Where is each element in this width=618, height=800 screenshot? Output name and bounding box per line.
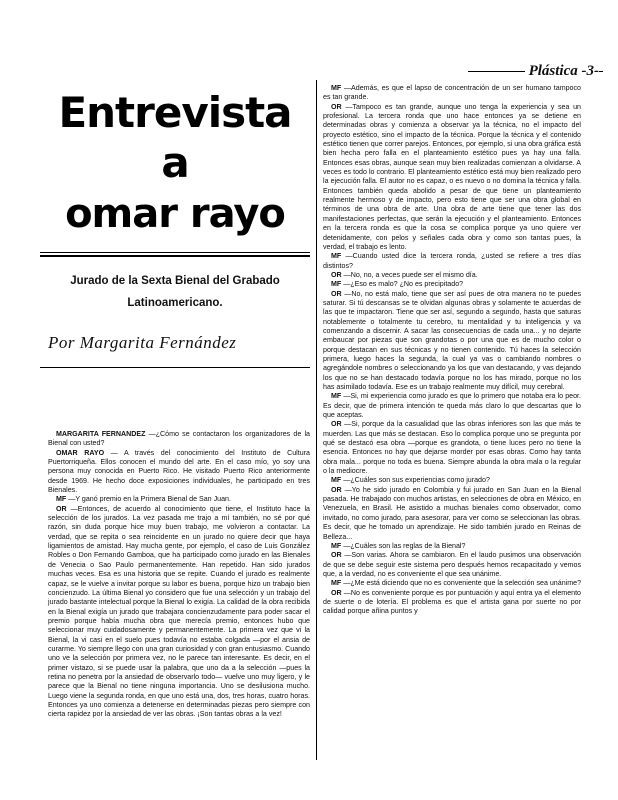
- speaker-label: OR: [331, 102, 342, 111]
- speaker-label: OR: [331, 270, 342, 279]
- interview-paragraph: [323, 271, 581, 280]
- speaker-label: OMAR RAYO: [56, 448, 105, 457]
- paragraph-text: —No, no, a veces puede ser el mismo día.: [341, 270, 478, 279]
- interview-paragraph: [323, 290, 581, 393]
- paragraph-text: —¿Cuáles son sus experiencias como jurado?: [341, 476, 490, 485]
- interview-paragraph: [323, 103, 581, 253]
- title-line-3: omar rayo: [65, 191, 285, 237]
- paragraph-text: —Yo he sido jurado en Colombia y fui jurado en San Juan en la Bienal pasada. He trabajado con muchos artistas, en selecciones de obra en México, en Venezuela, en Brasil. He asistido a muchas bienales como observador, como invitado, no como jurado, para asesorar, para ver como se seleccionan las obras. Es decir, que he tomado un aprendizaje. He sido también jurado en Reinas de Belleza...: [323, 485, 581, 541]
- paragraph-text: —No es conveniente porque es por puntuación y aquí entra ya el elemento de suerte o de lotería. El problema es que el artista gana por suerte no por calidad porque añina puntos y: [323, 588, 581, 616]
- speaker-label: OR: [331, 588, 342, 597]
- title-block: [40, 84, 310, 368]
- speaker-label: OR: [331, 551, 342, 560]
- speaker-label: OR: [56, 504, 67, 513]
- paragraph-text: —Tampoco es tan grande, aunque uno tenga la experiencia y sea un profesional. La tercera ronda que uno hace entonces ya se detiene en determinadas obras y comienza a observar ya la técnica, no el impacto del proyecto estético, sino el impacto de la técnica. Porque la técnica y el contenido estético tienen que correr parejos. Entonces, por ejemplo, si una obra gráfica está bien hecha pero falla en el planteamiento estético pues ya hay una falla. Entonces esas obras, aunque sean muy bien realizadas comienzan a olvidarse. A veces es todo lo contrario. El planteamiento estético está muy bien realizado pero la ejecución falla. El autor no es capaz, o es nuevo o no domina la técnica y falla. Entonces también queda abolido a pesar de que tiene un planteamiento realmente hermoso y de impacto, pero esto tiene que ser una obra global en términos de una obra de arte. Una obra de arte tiene que tener las dos manifestaciones perfectas, que serán la ejecución y el planteamiento. Entonces en la tercera ronda es que la cosa se complica porque ya uno quiere ver detenidamente, con pelos y señales cada obra y como son tantas pues, la verdad, el trabajo es lento.: [323, 102, 581, 251]
- interview-paragraph: [48, 449, 310, 496]
- left-column-body: [48, 430, 310, 720]
- column-divider: [316, 80, 317, 760]
- subtitle-line-2: Latinoamericano.: [127, 296, 223, 309]
- speaker-label: OR: [331, 420, 342, 429]
- paragraph-text: —¿Eso es malo? ¿No es precipitado?: [341, 280, 464, 289]
- interview-paragraph: [323, 476, 581, 485]
- subtitle-line-1: Jurado de la Sexta Bienal del Grabado: [70, 275, 280, 287]
- interview-paragraph: [48, 430, 310, 449]
- interview-paragraph: [323, 84, 581, 103]
- interview-paragraph: [323, 392, 581, 420]
- title-line-2: a: [161, 138, 189, 187]
- subtitle: [40, 271, 310, 315]
- interview-paragraph: [323, 589, 581, 617]
- title-divider-thin: [40, 252, 310, 253]
- interview-paragraph: [48, 495, 310, 504]
- speaker-label: MF: [331, 392, 342, 401]
- paragraph-text: —Entonces, de acuerdo al conocimiento que tiene, el Instituto hace la selección de los jurados. La vez pasada me trajo a mí también, no sé por qué razón, sin duda porque hice muy buen trabajo, me volvieron a contactar. La verdad, que se repita o sea reincidente en un jurado no quiere decir que haya ligamientos de amistad. Hay mucha gente, por ejemplo, el caso de Luis González Robles o Don Fernando Gamboa, que ha participado como jurado en las Bienales de Venecia o Sao Paulo permanentemente. Han repetido. Han sido jurados muchas veces. Esa es una historia que se repite. Cuando el jurado es realmente capaz, se le vuelve a invitar porque su labor es buena, porque hizo un trabajo bien concienzudo. La última Bienal yo considero que fue una selección y un trabajo del jurado bastante intelectual porque la Bienal lo exigía. La calidad de la obra recibida en la Bienal exigía un jurado que trabajara concienzudamente para poder sacar el premio porque había mucha obra que merecía premio, entonces hubo que seleccionar muy cuidadosamente y permanentemente. La primera vez que vi la Bienal, la vi casi en el suelo pues todavía no estaba colgada —por el ansia de curarme. Yo siempre llego con una gran curiosidad y con gran entusiasmo. Cuando uno ve la selección por primera vez, no le parece tan interesante. Es decir, en el primer vistazo, si se puede usar la palabra, que uno da a la selección —pues la retina no penetra por la ansiedad de observarlo todo— vuelve uno muy ligero, y le parece que la Bienal no tiene ninguna importancia. Uno se desilusiona mucho. Luego viene la segunda ronda, en que uno está una, dos, tres horas, cuatro horas. Entonces ya uno comienza a detenerse en determinadas piezas pero siempre con cierta rapidez por la ansiedad de ver las obras. ¡Son tantas obras a la vez!: [48, 504, 310, 719]
- interview-paragraph: [323, 420, 581, 476]
- interview-paragraph: [323, 579, 581, 588]
- speaker-label: OR: [331, 289, 342, 298]
- speaker-label: MF: [331, 84, 342, 92]
- interview-paragraph: [323, 486, 581, 542]
- speaker-label: MF: [56, 495, 67, 504]
- speaker-label: MARGARITA FERNANDEZ: [56, 430, 146, 438]
- paragraph-text: — A través del conocimiento del Instituto de Cultura Puertorriqueña. Ellos conocen el mundo del arte. En el caso mío, yo soy una persona muy conocida en Puerto Rico. He visitado Puerto Rico anteriormente desde 1969. He hecho doce exposiciones individuales, he participado en tres Bienales.: [48, 448, 310, 495]
- speaker-label: MF: [331, 476, 342, 485]
- paragraph-text: —Y ganó premio en la Primera Bienal de San Juan.: [66, 495, 231, 504]
- paragraph-text: —¿Cómo se contactaron los organizadores de la Bienal con usted?: [48, 430, 310, 448]
- interview-paragraph: [323, 542, 581, 551]
- paragraph-text: —Además, es que el lapso de concentración de un ser humano tampoco es tan grande.: [323, 84, 581, 102]
- interview-paragraph: [48, 505, 310, 720]
- speaker-label: OR: [331, 485, 342, 494]
- paragraph-text: —No, no está malo, tiene que ser así pues de otra manera no te puedes saturar. Si tú descansas se te olvidan algunas obras y solamente te acuerdas de las que te impactaron. Tiene que ser así, segundo a segundo, hasta que saturas notablemente o totalmente tu cerebro, tu mentalidad y tu inteligencia y va comenzando a discernir. A sacar las consecuencias de cada una... y no dejarte embaucar por piezas que son grandotas o por una que es de mucho color o porque destacan en sus técnicas y no tienen contenido. Tú haces la selección primera, luego haces la segunda, la cual ya vas o cambiando nombres o agregándole nombres o seleccionando ya los que van destacando, y vas dejando los que no se han destacado todavía porque no los has mirado, porque no los has asimilado todavía. Ese es un trabajo realmente muy difícil, muy cerebral.: [323, 289, 581, 391]
- speaker-label: MF: [331, 579, 342, 588]
- title-divider-thick: [40, 255, 310, 257]
- interview-paragraph: [323, 280, 581, 289]
- interview-paragraph: [323, 551, 581, 579]
- paragraph-text: —¿Me está diciendo que no es conveniente que la selección sea unánime?: [341, 579, 582, 588]
- paragraph-text: —Cuando usted dice la tercera ronda, ¿usted se refiere a tres días distintos?: [323, 252, 581, 270]
- speaker-label: MF: [331, 252, 342, 261]
- speaker-label: MF: [331, 541, 342, 550]
- right-column-body: [323, 84, 581, 617]
- paragraph-text: —Si, porque da la casualidad que las obras inferiores son las que más te muerden. Las que más se destacan. Eso lo complica porque uno se pregunta por qué se destacó esa obra —porque es grandota, o tiene luces pero no tiene la esencia. Entonces no hay que dejarse morder por esas obras. Como hay tanta obra mala... porque no toda es buena. Siempre abunda la obra mala o la regular o la mediocre.: [323, 420, 581, 476]
- byline: Por Margarita Fernández: [48, 332, 237, 352]
- speaker-label: MF: [331, 280, 342, 289]
- byline-divider: [40, 367, 310, 368]
- paragraph-text: —¿Cuáles son las reglas de la Bienal?: [341, 541, 466, 550]
- section-header: [468, 63, 603, 81]
- title-line-1: Entrevista: [58, 88, 292, 137]
- interview-paragraph: [323, 252, 581, 271]
- paragraph-text: —Si, mi experiencia como jurado es que lo primero que notaba era lo peor. Es decir, que de primera intención te queda más claro lo que descartas que lo que aceptas.: [323, 392, 581, 420]
- section-title: Plástica -3-: [525, 63, 599, 80]
- paragraph-text: —Son varias. Ahora se cambiaron. En el laudo pusimos una observación de que se debe seguir este sistema pero después hemos recapacitado y vemos que, a la verdad, no es conveniente el que sea unánime.: [323, 551, 581, 578]
